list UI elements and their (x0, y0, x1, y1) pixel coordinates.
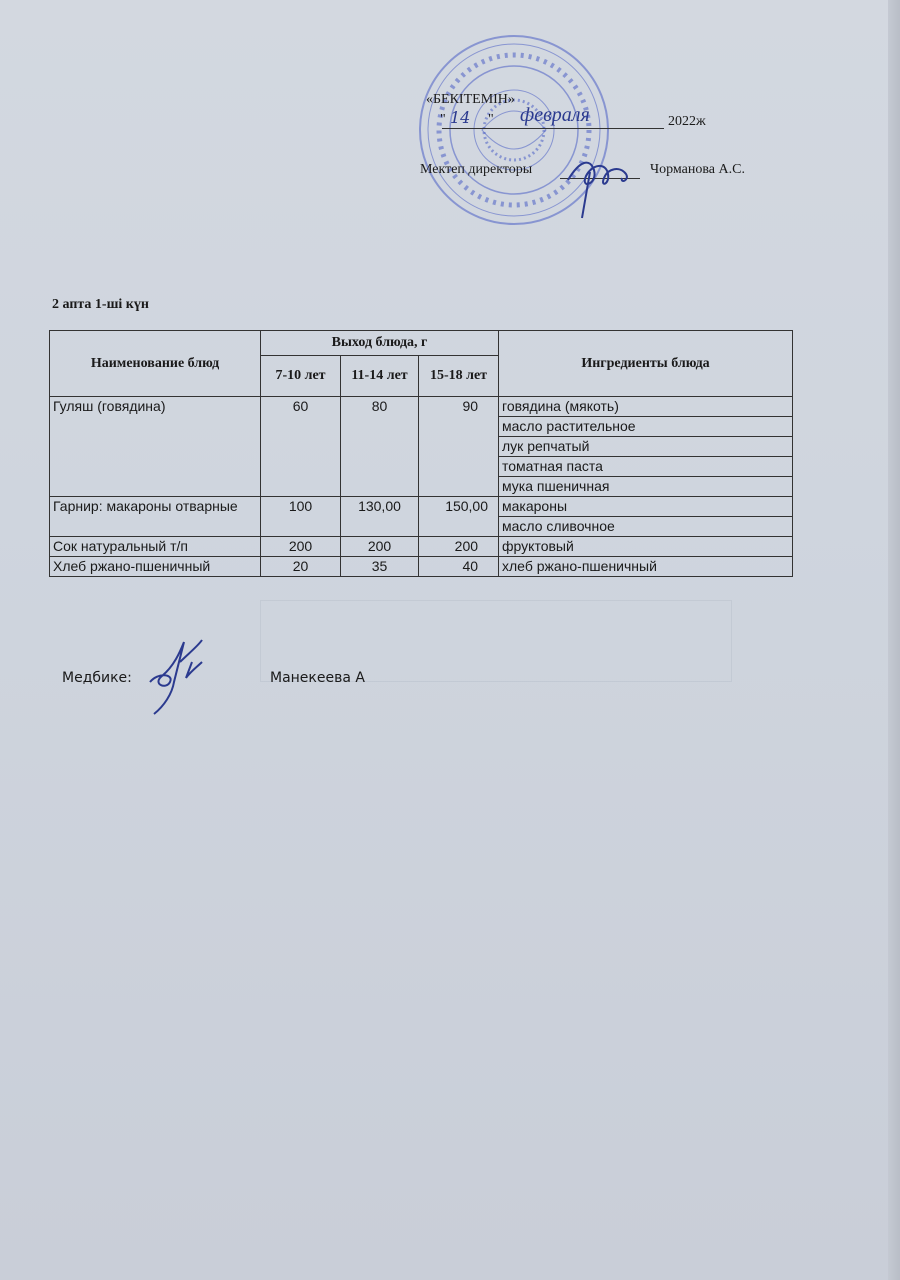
ingredient: масло сливочное (499, 517, 793, 537)
director-signature (560, 140, 640, 220)
dish-name: Гарнир: макароны отварные (50, 497, 261, 537)
table-row (50, 497, 793, 517)
portion-7-10: 100 (261, 497, 341, 537)
dish-name: Гуляш (говядина) (50, 397, 261, 497)
date-quote-open: " (440, 112, 446, 127)
menu-table (49, 330, 793, 577)
header-output: Выход блюда, г (261, 331, 499, 356)
director-label: Мектеп директоры (420, 162, 533, 177)
portion-15-18: 40 (419, 557, 499, 577)
header-age-11-14: 11-14 лет (341, 356, 419, 397)
portion-11-14: 80 (341, 397, 419, 497)
day-title: 2 апта 1-ші күн (52, 297, 149, 312)
date-year: 2022ж (668, 114, 706, 129)
ingredient: масло растительное (499, 417, 793, 437)
portion-11-14: 35 (341, 557, 419, 577)
approval-date (440, 104, 730, 132)
table-row (50, 537, 793, 557)
portion-11-14: 130,00 (341, 497, 419, 537)
portion-11-14: 200 (341, 537, 419, 557)
dish-name: Сок натуральный т/п (50, 537, 261, 557)
nurse-signature (140, 632, 220, 718)
portion-7-10: 200 (261, 537, 341, 557)
portion-15-18: 200 (419, 537, 499, 557)
director-name: Чорманова А.С. (650, 162, 745, 177)
header-age-15-18: 15-18 лет (419, 356, 499, 397)
ingredient: томатная паста (499, 457, 793, 477)
ingredient: мука пшеничная (499, 477, 793, 497)
approve-label: «БЕКІТЕМІН» (426, 92, 515, 107)
header-age-7-10: 7-10 лет (261, 356, 341, 397)
ingredient: говядина (мякоть) (499, 397, 793, 417)
portion-15-18: 90 (419, 397, 499, 497)
nurse-label: Медбике: (62, 670, 132, 686)
portion-15-18: 150,00 (419, 497, 499, 537)
table-row (50, 557, 793, 577)
date-underline (442, 128, 664, 129)
portion-7-10: 20 (261, 557, 341, 577)
portion-7-10: 60 (261, 397, 341, 497)
ingredient: фруктовый (499, 537, 793, 557)
ingredient: хлеб ржано-пшеничный (499, 557, 793, 577)
date-quote-close: " (488, 112, 494, 127)
nurse-name: Манекеева А (270, 670, 365, 686)
page-edge-shadow (888, 0, 900, 1280)
header-dish: Наименование блюд (50, 331, 261, 397)
ingredient: макароны (499, 497, 793, 517)
dish-name: Хлеб ржано-пшеничный (50, 557, 261, 577)
ingredient: лук репчатый (499, 437, 793, 457)
date-day: 14 (450, 108, 471, 127)
header-ingredients: Ингредиенты блюда (499, 331, 793, 397)
date-month: февраля (520, 104, 590, 126)
table-row (50, 397, 793, 417)
